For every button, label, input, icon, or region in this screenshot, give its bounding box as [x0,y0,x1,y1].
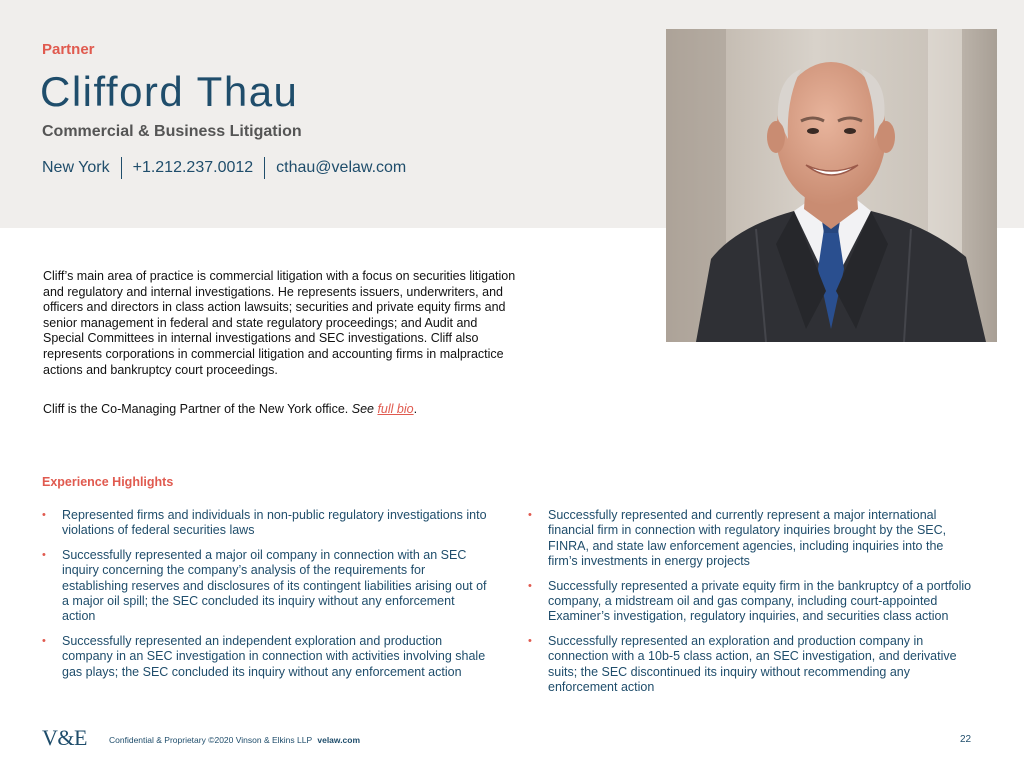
list-item-text: Successfully represented a private equity firm in the bankruptcy of a portfolio company, a midstream oil and gas company, including court-appointed Examiner’s investigation, regulatory inquiries, and securities class action [548,578,972,624]
experience-list-left [42,508,487,689]
phone-link[interactable]: +1.212.237.0012 [132,159,254,176]
see-label: See [351,402,378,416]
list-item [42,548,487,625]
bullet-icon: • [42,634,46,647]
list-item [528,508,973,570]
list-item [528,579,973,625]
bullet-icon: • [528,579,532,592]
list-item [42,508,487,539]
bullet-icon: • [42,509,46,521]
list-item-text: Successfully represented a major oil company in connection with an SEC inquiry concerning the company’s analysis of the requirements for establishing reserves and disclosures of its contingent liabilities arising out of a major oil spill; the SEC concluded its inquiry without any enforcement action [62,547,487,624]
contact-divider [121,157,122,179]
email-link[interactable]: cthau@velaw.com [276,159,407,176]
bio-paragraph: Cliff’s main area of practice is commercial litigation with a focus on securities litigation and regulatory and internal investigations. He represents issuers, underwriters, and officers and directors in class action lawsuits; securities and private equity firms and senior management in federal and state regulatory proceedings; and Audit and Special Committees in internal investigations and SEC investigations. Cliff also represents corporations in commercial litigation and accounting firms in malpractice actions and bankruptcy court proceedings. [43,269,516,377]
bio-office-end: . [413,402,418,416]
bio-office-paragraph [43,402,518,418]
person-name: Clifford Thau [40,68,299,115]
contact-line [42,157,406,179]
bullet-icon: • [528,634,532,647]
list-item-text: Represented firms and individuals in non-public regulatory investigations into violations of federal securities laws [62,508,487,538]
website-link[interactable]: velaw.com [317,735,361,745]
role-title: Partner [42,41,95,58]
bullet-icon: • [528,509,532,521]
list-item [42,634,487,680]
ve-logo: V&E [42,725,87,750]
list-item-text: Successfully represented an exploration and production company in connection with a 10b-5 class action, an SEC investigation, and derivative suits; the SEC discontinued its inquiry without recommending any enforcement action [548,633,957,695]
bullet-icon: • [42,548,46,561]
experience-title: Experience Highlights [42,475,174,489]
headshot-photo [666,29,997,342]
contact-divider [264,157,265,179]
bio-office-text: Cliff is the Co-Managing Partner of the New York office. [43,402,352,416]
page-number: 22 [960,734,972,745]
confidential-notice: Confidential & Proprietary ©2020 Vinson & Elkins LLP [109,735,312,745]
experience-list-right [528,508,973,704]
practice-area: Commercial & Business Litigation [42,123,302,140]
footer-text [109,735,360,745]
full-bio-link[interactable]: full bio [377,402,414,416]
list-item-text: Successfully represented an independent exploration and production company in an SEC investigation in connection with activities involving shale gas plays; the SEC concluded its inquiry without any enforcement action [62,633,486,679]
list-item-text: Successfully represented and currently represent a major international financial firm in connection with regulatory inquiries brought by the SEC, FINRA, and state law enforcement agencies, including inquiries into the firm’s investments in energy projects [548,508,947,569]
list-item [528,634,973,696]
location: New York [42,159,110,176]
